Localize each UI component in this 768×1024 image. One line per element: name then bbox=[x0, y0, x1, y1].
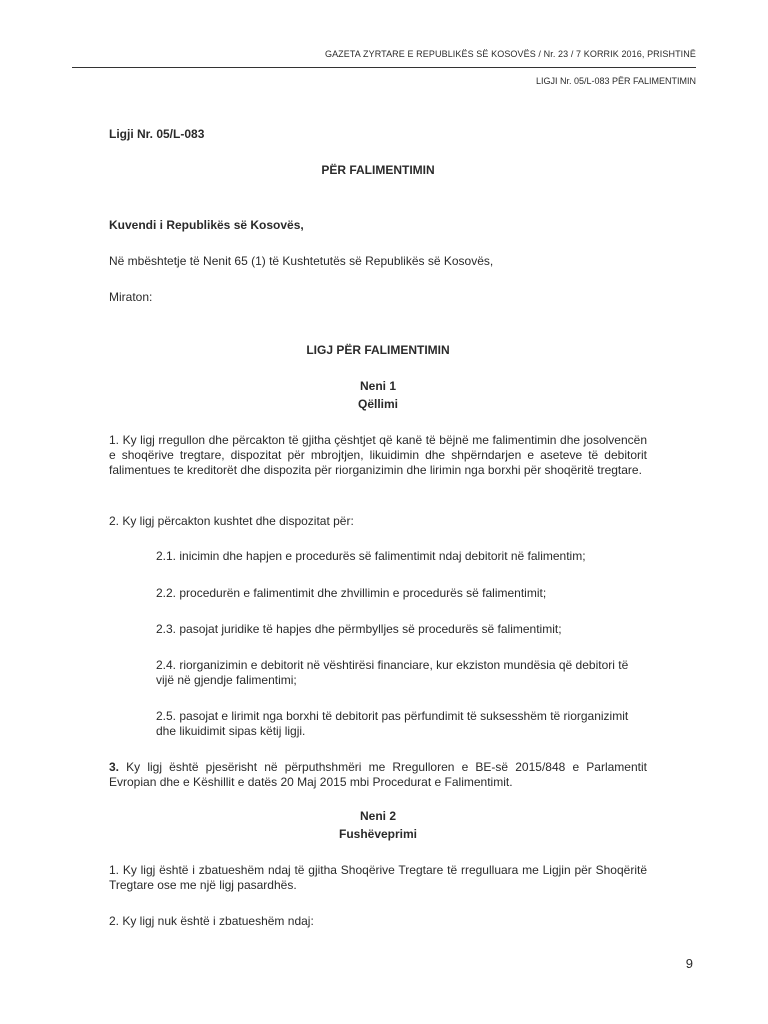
article2-paragraph-2: 2. Ky ligj nuk është i zbatueshëm ndaj: bbox=[109, 914, 314, 928]
article2-subheading: Fushëveprimi bbox=[338, 827, 418, 841]
paragraph-number: 3. bbox=[109, 760, 120, 774]
approves-line: Miraton: bbox=[109, 290, 153, 304]
list-item: 2.2. procedurën e falimentimit dhe zhvillimin e procedurës së falimentimit; bbox=[156, 586, 547, 600]
paragraph-text: Ky ligj është pjesërisht në përputhshmëri me Rregulloren e BE-së 2015/848 e Parlamentit Evropian dhe e Këshillit e datës 20 Maj 2015 mbi Procedurat e Falimentimit. bbox=[109, 760, 647, 789]
list-item: 2.3. pasojat juridike të hapjes dhe përmbylljes së procedurës së falimentimit; bbox=[156, 622, 562, 636]
law-title: LIGJ PËR FALIMENTIMIN bbox=[306, 343, 450, 357]
article2-paragraph-1: 1. Ky ligj është i zbatueshëm ndaj të gjitha Shoqërive Tregtare të rregulluara me Ligjin për Shoqëritë Tregtare ose me një ligj pasardhës. bbox=[109, 863, 647, 892]
page-number: 9 bbox=[685, 956, 693, 971]
list-item: 2.1. inicimin dhe hapjen e procedurës së falimentimit ndaj debitorit në falimentim; bbox=[156, 549, 586, 563]
assembly-line: Kuvendi i Republikës së Kosovës, bbox=[109, 218, 304, 232]
article1-heading: Neni 1 bbox=[359, 379, 396, 393]
gazette-header: GAZETA ZYRTARE E REPUBLIKËS SË KOSOVËS / Nr. 23 / 7 KORRIK 2016, PRISHTINË bbox=[324, 49, 696, 59]
article1-subheading: Qëllimi bbox=[357, 397, 398, 411]
article1-paragraph-3 bbox=[109, 760, 647, 790]
header-rule bbox=[72, 67, 696, 68]
article2-heading: Neni 2 bbox=[359, 809, 396, 823]
law-reference-header: LIGJI Nr. 05/L-083 PËR FALIMENTIMIN bbox=[535, 76, 696, 86]
list-item: 2.5. pasojat e lirimit nga borxhi të debitorit pas përfundimit të suksesshëm të riorganizimit dhe likuidimit sipas këtij ligji. bbox=[156, 709, 629, 738]
document-title: PËR FALIMENTIMIN bbox=[321, 163, 435, 177]
article1-paragraph-2: 2. Ky ligj përcakton kushtet dhe dispozitat për: bbox=[109, 514, 354, 528]
legal-basis: Në mbështetje të Nenit 65 (1) të Kushtetutës së Republikës së Kosovës, bbox=[109, 254, 494, 268]
list-item: 2.4. riorganizimin e debitorit në vështirësi financiare, kur ekziston mundësia që debitori të vijë në gjendje falimentimi; bbox=[156, 658, 629, 687]
law-number: Ligji Nr. 05/L-083 bbox=[109, 127, 205, 141]
article1-paragraph-1: 1. Ky ligj rregullon dhe përcakton të gjitha çështjet që kanë të bëjnë me falimentimin dhe josolvencën e shoqërive tregtare, dispozitat për mbrojtjen, likuidimin dhe shpërndarjen e aseteve të debitorit falimentues te kreditorët dhe dispozita për riorganizimin dhe lirimin nga borxhi për shoqëritë tregtare. bbox=[109, 433, 647, 477]
